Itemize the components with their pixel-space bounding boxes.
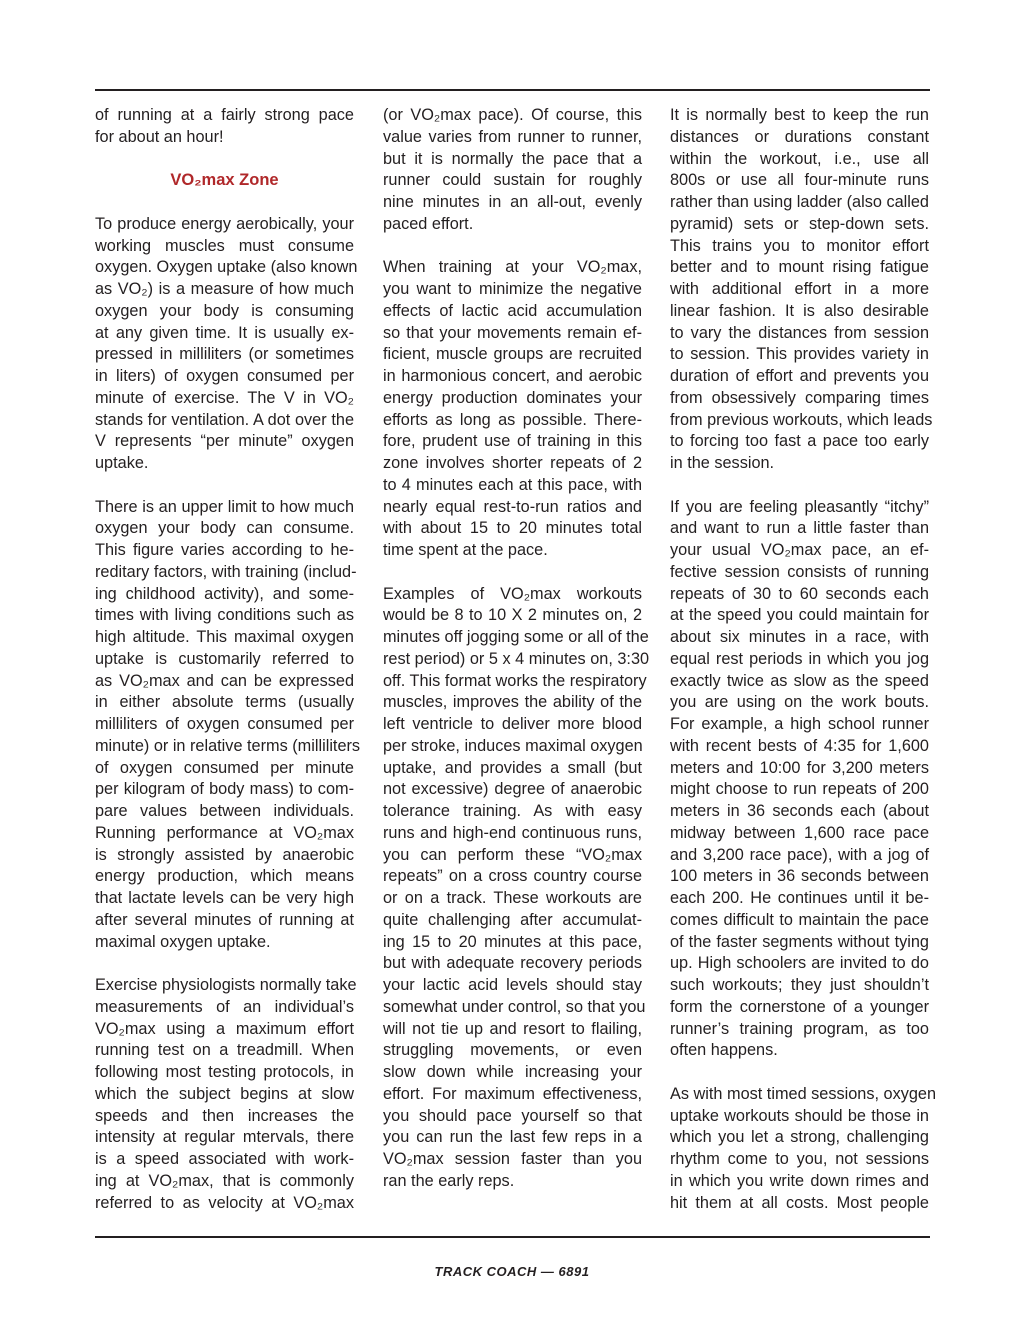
text-line: ran the early reps. [383, 1171, 515, 1190]
text-line: in which you write down rimes and [670, 1171, 929, 1190]
text-line: somewhat under control, so that you [383, 997, 646, 1016]
paragraph-gap [670, 475, 929, 497]
text-line: zone involves shorter repeats of 2 [383, 454, 642, 472]
top-rule [95, 89, 930, 91]
text-line: minute of exercise. The V in VO₂ [95, 388, 354, 407]
text-line: intensity at regular mtervals, there [95, 1128, 354, 1147]
text-line: (or VO₂max pace). Of course, this [383, 106, 642, 124]
text-line: you can run the last few reps in a [383, 1128, 642, 1147]
text-line: hit them at all costs. Most people [670, 1193, 929, 1212]
text-line: milliliters of oxygen consumed per [95, 715, 354, 733]
text-line: for about an hour! [95, 127, 224, 146]
text-line: at any given time. It is usually ex- [95, 323, 354, 342]
text-line: ing 15 to 20 minutes at this pace, [383, 932, 642, 951]
paragraph-gap [95, 953, 354, 975]
text-line: energy production dominates your [383, 388, 642, 407]
text-line: muscles, improves the ability of the [383, 693, 642, 712]
text-line: V represents “per minute” oxygen [95, 432, 354, 451]
text-line: measurements of an individual’s [95, 997, 354, 1016]
text-line: oxygen. Oxygen uptake (also known [95, 258, 358, 277]
text-line: to forcing too fast a pace too early [670, 432, 929, 451]
text-line: might choose to run repeats of 200 [670, 780, 929, 799]
text-line: you are using on the work bouts. [670, 693, 929, 712]
text-line: pyramid) sets or step-down sets. [670, 214, 929, 233]
text-line: such workouts; they just shouldn’t [670, 976, 929, 994]
text-line: you can perform these “VO₂max [383, 845, 642, 864]
text-line: you should pace yourself so that [383, 1106, 642, 1125]
text-line: VO₂max session faster than you [383, 1150, 642, 1168]
text-line: struggling movements, or even [383, 1041, 642, 1060]
text-line: speeds and then increases the [95, 1106, 354, 1125]
paragraph-gap [95, 192, 354, 214]
text-line: 100 meters in 36 seconds between [670, 867, 929, 886]
text-line: working muscles must consume [95, 236, 354, 255]
text-line: referred to as velocity at VO₂max [95, 1193, 354, 1212]
text-column-1 [95, 105, 361, 1214]
text-line: value varies from runner to runner, [383, 127, 642, 146]
text-line: is a speed associated with work- [95, 1150, 354, 1168]
text-line: up. High schoolers are invited to do [670, 954, 929, 973]
text-line: rest period) or 5 x 4 minutes on, 3:30 [383, 649, 650, 668]
text-line: VO₂max using a maximum effort [95, 1019, 354, 1038]
text-line: 800s or use all four-minute runs [670, 171, 929, 190]
paragraph-gap [383, 562, 642, 584]
text-line: minute) or in relative terms (milliliters [95, 736, 361, 755]
text-line: following most testing protocols, in [95, 1063, 354, 1081]
text-line: better and to mount rising fatigue [670, 258, 929, 277]
text-line: as VO₂) is a measure of how much [95, 280, 354, 298]
text-line: midway between 1,600 race pace [670, 823, 929, 842]
bottom-rule [95, 1236, 930, 1238]
text-line: exactly twice as slow as the speed [670, 671, 929, 690]
text-line: paced effort. [383, 214, 474, 233]
text-line: high altitude. This maximal oxygen [95, 628, 354, 646]
text-line: If you are feeling pleasantly “itchy” [670, 497, 929, 516]
text-line: at the speed you could maintain for [670, 606, 929, 625]
text-line: about six minutes in a race, with [670, 628, 929, 646]
text-line: fective session consists of running [670, 562, 929, 581]
text-line: This figure varies according to he- [95, 541, 354, 559]
text-line: to 4 minutes each at this pace, with [383, 475, 642, 494]
text-line: in harmonious concert, and aerobic [383, 367, 642, 385]
text-line: in the session. [670, 454, 775, 472]
text-line: pare values between individuals. [95, 802, 354, 820]
text-line: repeats” on a cross country course [383, 867, 642, 886]
text-line: slow down while increasing your [383, 1063, 642, 1081]
paragraph-gap [670, 1062, 929, 1084]
text-line: but with adequate recovery periods [383, 954, 642, 973]
text-line: runs and high-end continuous runs, [383, 823, 642, 842]
text-line: nearly equal rest-to-run ratios and [383, 497, 642, 516]
text-line: with about 15 to 20 minutes total [383, 519, 642, 538]
text-line: after several minutes of running at [95, 910, 354, 929]
text-line: and want to run a little faster than [670, 519, 929, 538]
text-line: minutes off jogging some or all of the [383, 628, 649, 646]
text-line: stands for ventilation. A dot over the [95, 410, 354, 429]
text-line: will not tie up and resort to flailing, [383, 1019, 642, 1038]
text-line: to vary the distances from session [670, 323, 929, 342]
text-line: pressed in milliliters (or sometimes [95, 345, 354, 364]
text-line: which the subject begins at slow [95, 1084, 354, 1103]
text-line: ing at VO₂max, that is commonly [95, 1171, 354, 1190]
text-line: which you let a strong, challenging [670, 1128, 929, 1147]
text-line: off. This format works the respiratory [383, 671, 647, 690]
text-line: so that your movements remain ef- [383, 323, 642, 342]
text-line: time spent at the pace. [383, 541, 548, 559]
section-heading: VO₂max Zone [170, 171, 279, 190]
text-line: within the workout, i.e., use all [670, 149, 929, 168]
text-line: When training at your VO₂max, [383, 258, 642, 277]
text-line: you want to minimize the negative [383, 280, 642, 298]
text-line: Running performance at VO₂max [95, 823, 354, 842]
text-line: Examples of VO₂max workouts [383, 584, 642, 603]
text-line: uptake. [95, 454, 149, 472]
text-line: For example, a high school runner [670, 715, 929, 733]
text-line: This trains you to monitor effort [670, 236, 929, 255]
text-line: as VO₂max and can be expressed [95, 671, 354, 690]
text-line: often happens. [670, 1041, 778, 1060]
text-line: maximal oxygen uptake. [95, 932, 271, 951]
text-line: duration of effort and prevents you [670, 367, 929, 385]
text-line: There is an upper limit to how much [95, 497, 354, 516]
text-line: comes difficult to maintain the pace [670, 910, 929, 929]
text-line: rather than using ladder (also called [670, 193, 929, 211]
text-line: energy production, which means [95, 867, 354, 886]
text-column-3 [670, 105, 937, 1214]
text-line: in either absolute terms (usually [95, 693, 354, 712]
text-line: oxygen your body can consume. [95, 519, 354, 538]
text-line: in liters) of oxygen consumed per [95, 367, 354, 385]
text-line: with additional effort in a more [670, 280, 929, 298]
paragraph-gap [383, 236, 642, 258]
text-line: repeats of 30 to 60 seconds each [670, 584, 929, 603]
text-line: left ventricle to deliver more blood [383, 715, 642, 733]
text-line: from obsessively comparing times [670, 388, 929, 407]
text-line: oxygen your body is consuming [95, 301, 354, 320]
text-line: from previous workouts, which leads [670, 410, 933, 429]
text-line: or on a track. These workouts are [383, 889, 642, 907]
text-line: meters and 10:00 for 3,200 meters [670, 758, 929, 777]
text-line: uptake is customarily referred to [95, 649, 354, 668]
text-line: each 200. He continues until it be- [670, 889, 929, 907]
text-line: reditary factors, with training (includ- [95, 562, 357, 581]
text-line: fore, prudent use of training in this [383, 432, 642, 451]
text-line: quite challenging after accumulat- [383, 910, 642, 929]
text-line: form the cornerstone of a younger [670, 997, 929, 1016]
paragraph-gap [95, 149, 354, 171]
text-line: your lactic acid levels should stay [383, 976, 642, 994]
text-line: effects of lactic acid accumulation [383, 301, 642, 320]
text-line: to session. This provides variety in [670, 345, 929, 364]
text-line: per stroke, induces maximal oxygen [383, 736, 643, 755]
text-line: times with living conditions such as [95, 606, 354, 625]
page-footer: TRACK COACH — 6891 [434, 1264, 590, 1279]
text-line: runner’s training program, as too [670, 1019, 929, 1038]
text-line: but it is normally the pace that a [383, 149, 642, 168]
text-line: equal rest periods in which you jog [670, 649, 929, 668]
text-line: would be 8 to 10 X 2 minutes on, 2 [383, 606, 642, 625]
text-line: of running at a fairly strong pace [95, 106, 354, 124]
text-line: that lactate levels can be very high [95, 889, 354, 907]
paragraph-gap [95, 475, 354, 497]
text-line: It is normally best to keep the run [670, 106, 929, 124]
text-line: meters in 36 seconds each (about [670, 802, 929, 820]
text-line: effort. For maximum effectiveness, [383, 1084, 642, 1103]
text-column-2 [383, 105, 650, 1193]
text-line: runner could sustain for roughly [383, 171, 642, 190]
text-line: not excessive) degree of anaerobic [383, 780, 642, 799]
text-line: tolerance training. As with easy [383, 802, 642, 820]
text-line: linear fashion. It is also desirable [670, 301, 929, 320]
text-line: nine minutes in an all-out, evenly [383, 193, 642, 211]
text-line: ficient, muscle groups are recruited [383, 345, 642, 364]
text-line: your usual VO₂max pace, an ef- [670, 541, 929, 559]
text-line: To produce energy aerobically, your [95, 214, 354, 233]
text-line: with recent bests of 4:35 for 1,600 [670, 736, 929, 755]
text-line: uptake, and provides a small (but [383, 758, 642, 777]
text-line: running test on a treadmill. When [95, 1041, 354, 1060]
text-line: of oxygen consumed per minute [95, 758, 354, 777]
text-line: of the faster segments without tying [670, 932, 929, 951]
text-line: uptake workouts should be those in [670, 1106, 929, 1125]
text-line: and 3,200 race pace), with a jog of [670, 845, 929, 864]
text-line: efforts as long as possible. There- [383, 410, 642, 429]
text-line: As with most timed sessions, oxygen [670, 1084, 937, 1103]
text-line: per kilogram of body mass) to com- [95, 780, 354, 799]
text-line: distances or durations constant [670, 127, 929, 146]
text-line: is strongly assisted by anaerobic [95, 845, 354, 864]
text-line: ing childhood activity), and some- [95, 584, 354, 603]
text-line: rhythm come to you, not sessions [670, 1150, 929, 1168]
text-line: Exercise physiologists normally take [95, 976, 357, 994]
